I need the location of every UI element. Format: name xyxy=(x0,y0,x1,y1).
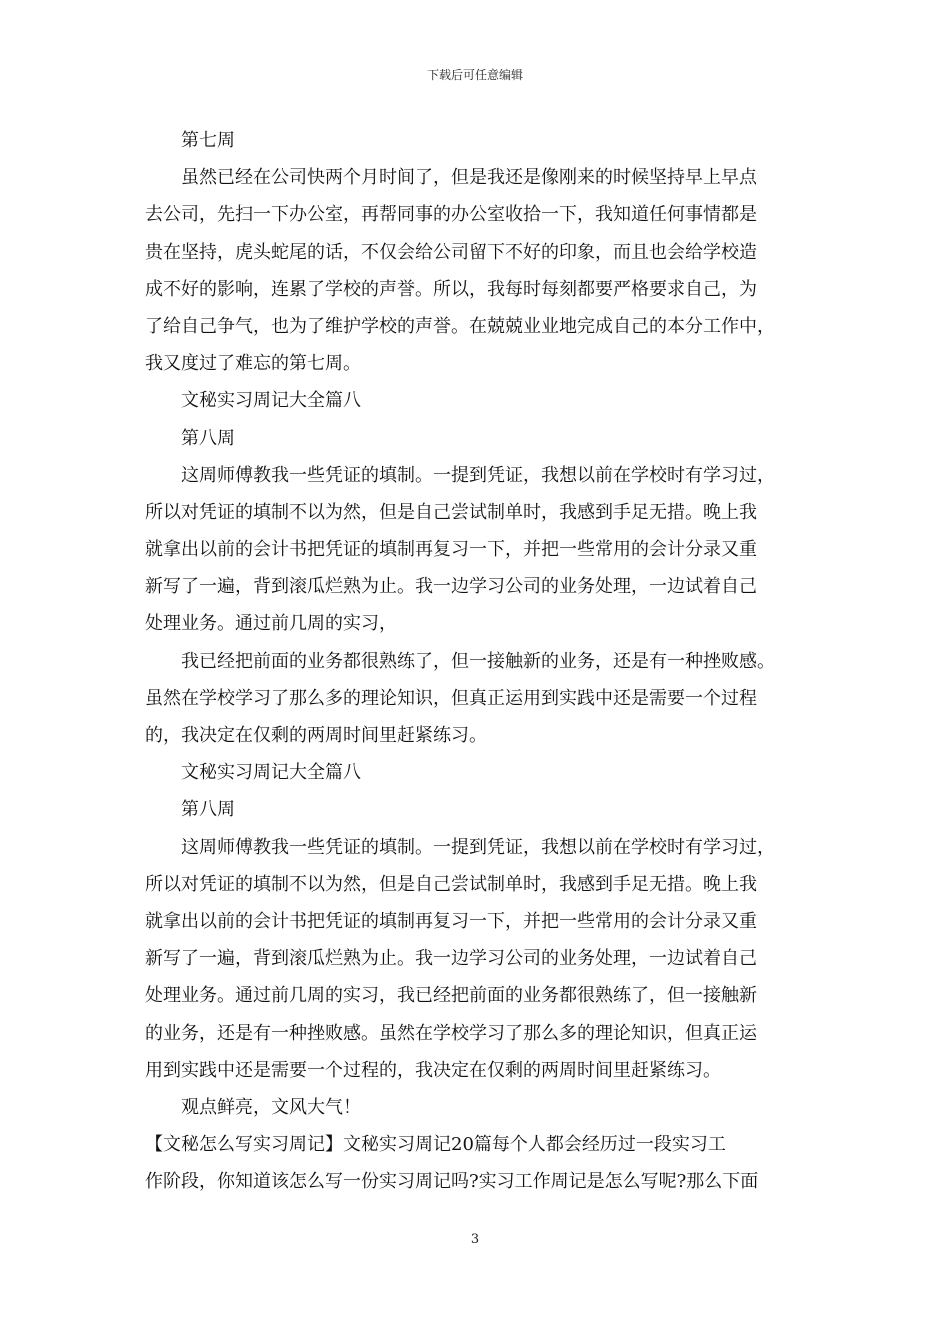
text-line: 去公司，先扫一下办公室，再帮同事的办公室收拾一下，我知道任何事情都是 xyxy=(145,204,757,226)
text-line: 的，我决定在仅剩的两周时间里赶紧练习。 xyxy=(145,725,487,746)
text-line: 观点鲜亮，文风大气！ xyxy=(181,1096,361,1118)
text-line: 就拿出以前的会计书把凭证的填制再复习一下，并把一些常用的会计分录又重 xyxy=(145,910,757,932)
text-line: 的业务，还是有一种挫败感。虽然在学校学习了那么多的理论知识，但真正运 xyxy=(145,1022,757,1044)
text-line: 第七周 xyxy=(181,130,235,151)
text-line: 虽然已经在公司快两个月时间了，但是我还是像刚来的时候坚持早上早点 xyxy=(181,167,757,189)
text-line: 【文秘怎么写实习周记】文秘实习周记20篇每个人都会经历过一段实习工 xyxy=(145,1134,726,1156)
text-line: 新写了一遍，背到滚瓜烂熟为止。我一边学习公司的业务处理，一边试着自己 xyxy=(145,948,757,970)
text-line: 贵在坚持，虎头蛇尾的话，不仅会给公司留下不好的印象，而且也会给学校造 xyxy=(145,241,757,263)
text-line: 新写了一遍，背到滚瓜烂熟为止。我一边学习公司的业务处理，一边试着自己 xyxy=(145,576,757,598)
text-line: 这周师傅教我一些凭证的填制。一提到凭证，我想以前在学校时有学习过， xyxy=(181,464,775,486)
header-note: 下载后可任意编辑 xyxy=(426,68,523,82)
text-line: 这周师傅教我一些凭证的填制。一提到凭证，我想以前在学校时有学习过， xyxy=(181,836,775,858)
page-number: 3 xyxy=(470,1232,480,1247)
text-line: 成不好的影响，连累了学校的声誉。所以，我每时每刻都要严格要求自己，为 xyxy=(145,278,757,300)
text-line: 作阶段，你知道该怎么写一份实习周记吗?实习工作周记是怎么写呢?那么下面 xyxy=(145,1171,759,1193)
text-line: 处理业务。通过前几周的实习，我已经把前面的业务都很熟练了，但一接触新 xyxy=(145,985,757,1007)
text-line: 我已经把前面的业务都很熟练了，但一接触新的业务，还是有一种挫败感。 xyxy=(181,650,775,672)
week-heading: 第八周 xyxy=(181,427,235,449)
week-heading: 第八周 xyxy=(181,799,235,821)
text-line: 所以对凭证的填制不以为然，但是自己尝试制单时，我感到手足无措。晚上我 xyxy=(145,501,757,523)
text-line: 就拿出以前的会计书把凭证的填制再复习一下，并把一些常用的会计分录又重 xyxy=(145,539,757,561)
text-line: 我又度过了难忘的第七周。 xyxy=(145,353,361,375)
text-line: 了给自己争气，也为了维护学校的声誉。在兢兢业业地完成自己的本分工作中， xyxy=(145,315,775,337)
text-line: 虽然在学校学习了那么多的理论知识，但真正运用到实践中还是需要一个过程 xyxy=(145,687,757,709)
section-heading: 文秘实习周记大全篇八 xyxy=(181,390,361,412)
body-text xyxy=(145,122,807,1200)
text-line: 所以对凭证的填制不以为然，但是自己尝试制单时，我感到手足无措。晚上我 xyxy=(145,873,757,895)
section-heading: 文秘实习周记大全篇八 xyxy=(181,762,361,784)
text-line: 用到实践中还是需要一个过程的，我决定在仅剩的两周时间里赶紧练习。 xyxy=(145,1059,721,1081)
text-line: 处理业务。通过前几周的实习， xyxy=(145,613,397,635)
